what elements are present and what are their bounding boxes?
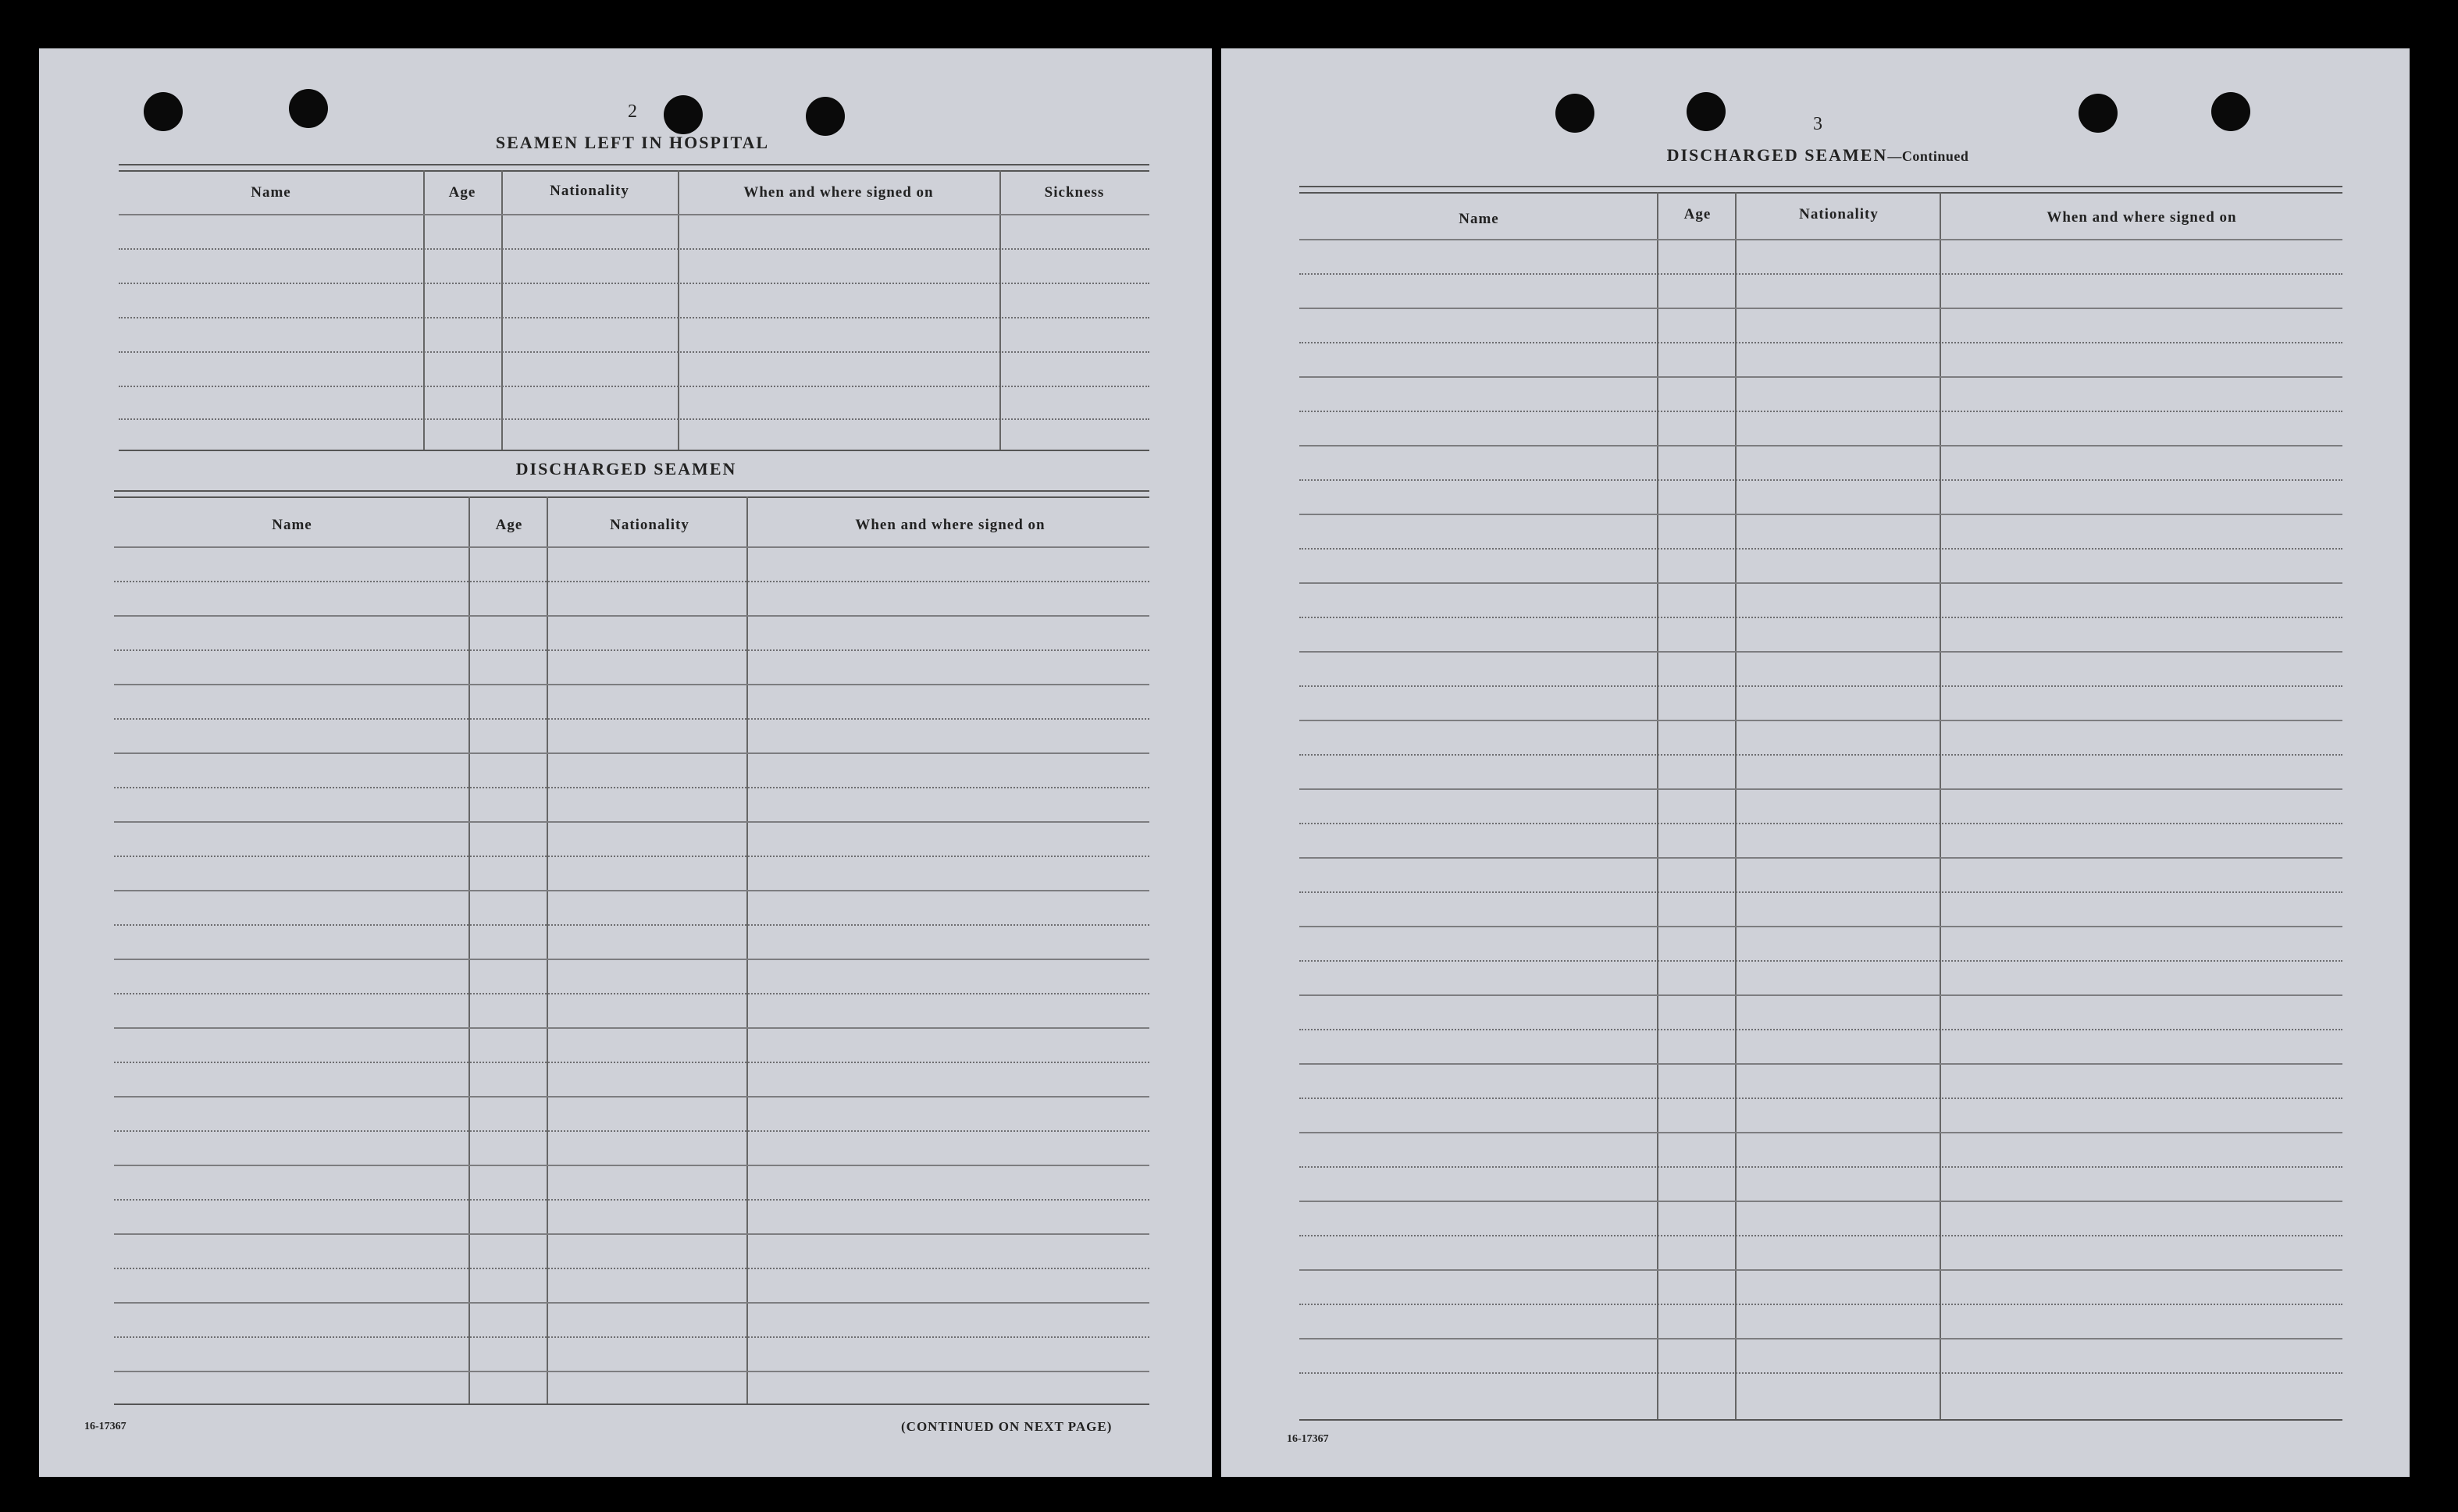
punch-hole: [1687, 92, 1726, 131]
form-number: 16-17367: [84, 1421, 126, 1432]
column-header-signed-on: When and where signed on: [743, 184, 934, 201]
punch-hole: [664, 95, 703, 134]
column-header-sickness: Sickness: [1044, 184, 1105, 201]
column-header-signed-on: When and where signed on: [2047, 209, 2237, 226]
column-header-name: Name: [1459, 211, 1499, 227]
column-header-age: Age: [448, 184, 476, 201]
punch-hole: [289, 89, 328, 128]
discharged-continued-table: [1299, 186, 2342, 1427]
page-number: 2: [628, 101, 637, 122]
title-continued: —Continued: [1887, 148, 1969, 164]
discharged-section-title: DISCHARGED SEAMEN: [515, 459, 737, 479]
form-number: 16-17367: [1287, 1433, 1329, 1445]
hospital-table: [119, 164, 1149, 500]
column-header-name: Name: [251, 184, 291, 201]
column-header-nationality: Nationality: [550, 183, 629, 199]
punch-hole: [806, 97, 845, 136]
left-page: [39, 48, 1212, 1477]
continued-note: (CONTINUED ON NEXT PAGE): [901, 1419, 1113, 1434]
column-header-signed-on: When and where signed on: [855, 517, 1046, 533]
title-main: DISCHARGED SEAMEN: [1666, 145, 1888, 165]
column-header-age: Age: [495, 517, 523, 533]
discharged-table: [114, 490, 1149, 1411]
hospital-section-title: SEAMEN LEFT IN HOSPITAL: [495, 133, 770, 152]
column-header-nationality: Nationality: [1799, 206, 1879, 222]
right-page: [1221, 48, 2410, 1477]
column-header-nationality: Nationality: [610, 517, 689, 533]
punch-hole: [1555, 94, 1594, 133]
punch-hole: [2211, 92, 2250, 131]
punch-hole: [144, 92, 183, 131]
column-header-name: Name: [272, 517, 312, 533]
column-header-age: Age: [1683, 206, 1712, 222]
page-number: 3: [1813, 114, 1822, 134]
discharged-continued-title: [1667, 145, 1969, 165]
punch-hole: [2079, 94, 2118, 133]
